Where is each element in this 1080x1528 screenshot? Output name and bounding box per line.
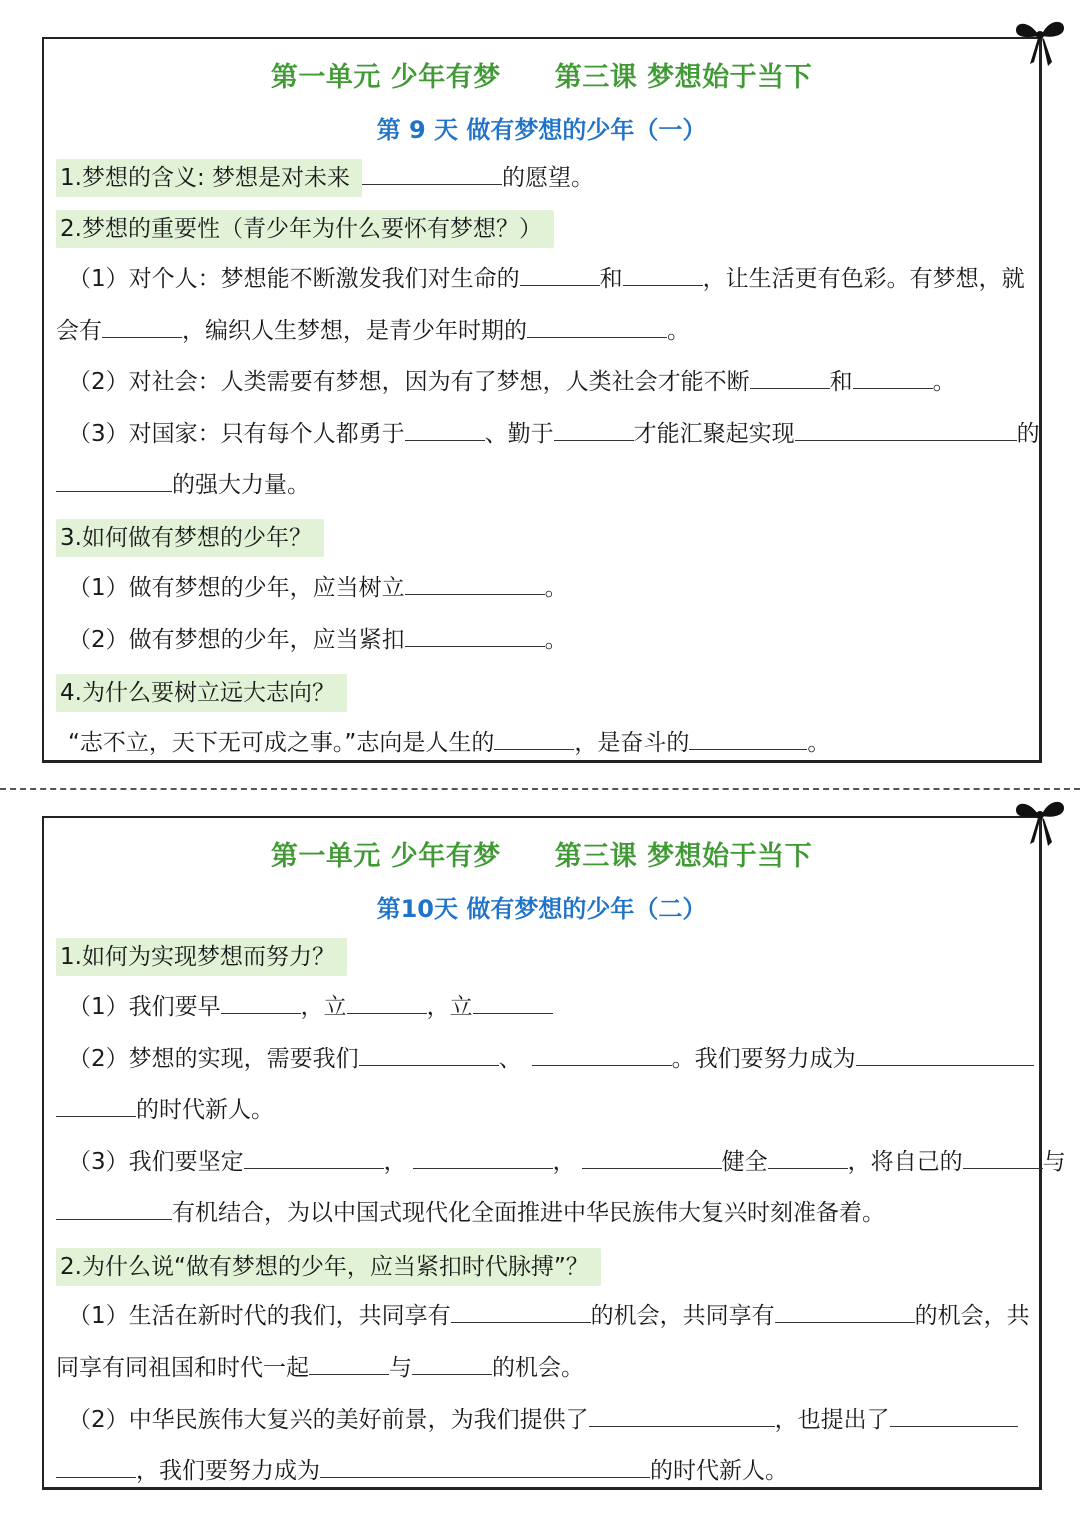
bow-icon bbox=[1010, 792, 1070, 852]
bow-icon bbox=[1010, 12, 1070, 72]
unit-title: 第一单元 少年有梦 bbox=[270, 841, 501, 872]
question-4-text: “志不立，天下无可成之事。”志向是人生的 ，是奋斗的 。 bbox=[68, 726, 1031, 760]
answer-blank[interactable] bbox=[221, 991, 301, 1014]
answer-blank[interactable] bbox=[244, 1146, 384, 1169]
question-heading: 2.为什么说“做有梦想的少年，应当紧扣时代脉搏”？ bbox=[56, 1248, 601, 1286]
card-title bbox=[44, 834, 1039, 873]
question-2 bbox=[56, 210, 1031, 248]
answer-blank[interactable] bbox=[623, 263, 703, 286]
question-2-3-cont: 的强大力量。 bbox=[56, 468, 1031, 502]
answer-blank[interactable] bbox=[405, 572, 545, 595]
question-2-1-cont: 会有 ，编织人生梦想，是青少年时期的 。 bbox=[56, 314, 1031, 348]
question-1-2: （2）梦想的实现，需要我们 、 。我们要努力成为 bbox=[68, 1042, 1031, 1076]
answer-blank[interactable] bbox=[451, 1300, 591, 1323]
answer-blank[interactable] bbox=[853, 366, 933, 389]
day-title: 第10天 做有梦想的少年（二） bbox=[376, 895, 707, 923]
question-heading: 2.梦想的重要性（青少年为什么要怀有梦想？） bbox=[56, 210, 554, 248]
question-2-2: （2）对社会：人类需要有梦想，因为有了梦想，人类社会才能不断 和 。 bbox=[68, 365, 1031, 399]
question-heading: 1.如何为实现梦想而努力？ bbox=[56, 938, 347, 976]
answer-blank[interactable] bbox=[56, 1455, 136, 1478]
day-title: 第 9 天 做有梦想的少年（一） bbox=[376, 116, 707, 144]
question-2-1-cont: 同享有同祖国和时代一起 与 的机会。 bbox=[56, 1351, 1031, 1385]
answer-blank[interactable] bbox=[554, 418, 634, 441]
answer-blank[interactable] bbox=[963, 1146, 1043, 1169]
answer-blank[interactable] bbox=[405, 418, 485, 441]
answer-blank[interactable] bbox=[589, 1404, 775, 1427]
question-2-1: （1）生活在新时代的我们，共同享有 的机会，共同享有 的机会，共 bbox=[68, 1299, 1031, 1333]
question-heading: 4.为什么要树立远大志向？ bbox=[56, 674, 347, 712]
lesson-title: 第三课 梦想始于当下 bbox=[554, 62, 813, 93]
answer-blank[interactable] bbox=[56, 1094, 136, 1117]
answer-blank[interactable] bbox=[494, 727, 574, 750]
answer-blank[interactable] bbox=[473, 991, 553, 1014]
answer-blank[interactable] bbox=[795, 418, 1017, 441]
unit-title: 第一单元 少年有梦 bbox=[270, 62, 501, 93]
lesson-title: 第三课 梦想始于当下 bbox=[554, 841, 813, 872]
question-1-3-cont: 有机结合，为以中国式现代化全面推进中华民族伟大复兴时刻准备着。 bbox=[56, 1196, 1031, 1230]
question-3 bbox=[56, 519, 1031, 557]
answer-blank[interactable] bbox=[413, 1146, 553, 1169]
question-1 bbox=[56, 938, 1031, 976]
question-2-1: （1）对个人：梦想能不断激发我们对生命的 和 ，让生活更有色彩。有梦想，就 bbox=[68, 262, 1031, 296]
answer-blank[interactable] bbox=[56, 469, 172, 492]
question-2-2-cont: ，我们要努力成为 的时代新人。 bbox=[56, 1454, 1031, 1488]
answer-blank[interactable] bbox=[750, 366, 830, 389]
answer-blank[interactable] bbox=[412, 1352, 492, 1375]
question-4 bbox=[56, 674, 1031, 712]
question-2-3: （3）对国家：只有每个人都勇于 、勤于 才能汇聚起实现 的 bbox=[68, 417, 1031, 451]
answer-blank[interactable] bbox=[362, 162, 502, 185]
answer-blank[interactable] bbox=[320, 1455, 650, 1478]
worksheet-card-day10 bbox=[42, 816, 1066, 1490]
answer-blank[interactable] bbox=[527, 315, 667, 338]
worksheet-card-day9 bbox=[42, 37, 1042, 763]
answer-blank[interactable] bbox=[56, 1197, 172, 1220]
answer-blank[interactable] bbox=[582, 1146, 722, 1169]
question-1-2-cont: 的时代新人。 bbox=[56, 1093, 1031, 1127]
card-title bbox=[44, 55, 1039, 94]
question-3-2: （2）做有梦想的少年，应当紧扣 。 bbox=[68, 623, 1031, 657]
answer-blank[interactable] bbox=[532, 1043, 672, 1066]
question-2 bbox=[56, 1248, 1031, 1286]
answer-blank[interactable] bbox=[347, 991, 427, 1014]
question-3-1: （1）做有梦想的少年，应当树立 。 bbox=[68, 571, 1031, 605]
answer-blank[interactable] bbox=[775, 1300, 915, 1323]
question-1-1: （1）我们要早 ，立 ，立 bbox=[68, 990, 1031, 1024]
answer-blank[interactable] bbox=[890, 1404, 1018, 1427]
answer-blank[interactable] bbox=[768, 1146, 848, 1169]
question-heading: 1.梦想的含义: 梦想是对未来 bbox=[56, 159, 362, 197]
question-1-3: （3）我们要坚定 ， ， 健全 ，将自己的 与 bbox=[68, 1145, 1031, 1179]
question-heading: 3.如何做有梦想的少年？ bbox=[56, 519, 324, 557]
page-divider bbox=[0, 788, 1080, 790]
answer-blank[interactable] bbox=[405, 624, 545, 647]
answer-blank[interactable] bbox=[359, 1043, 499, 1066]
answer-blank[interactable] bbox=[856, 1043, 1034, 1066]
answer-blank[interactable] bbox=[102, 315, 182, 338]
answer-blank[interactable] bbox=[689, 727, 807, 750]
answer-blank[interactable] bbox=[309, 1352, 389, 1375]
answer-blank[interactable] bbox=[520, 263, 600, 286]
question-2-2: （2）中华民族伟大复兴的美好前景，为我们提供了 ，也提出了 bbox=[68, 1403, 1031, 1437]
question-1: 1.梦想的含义: 梦想是对未来 的愿望。 bbox=[56, 159, 1031, 197]
